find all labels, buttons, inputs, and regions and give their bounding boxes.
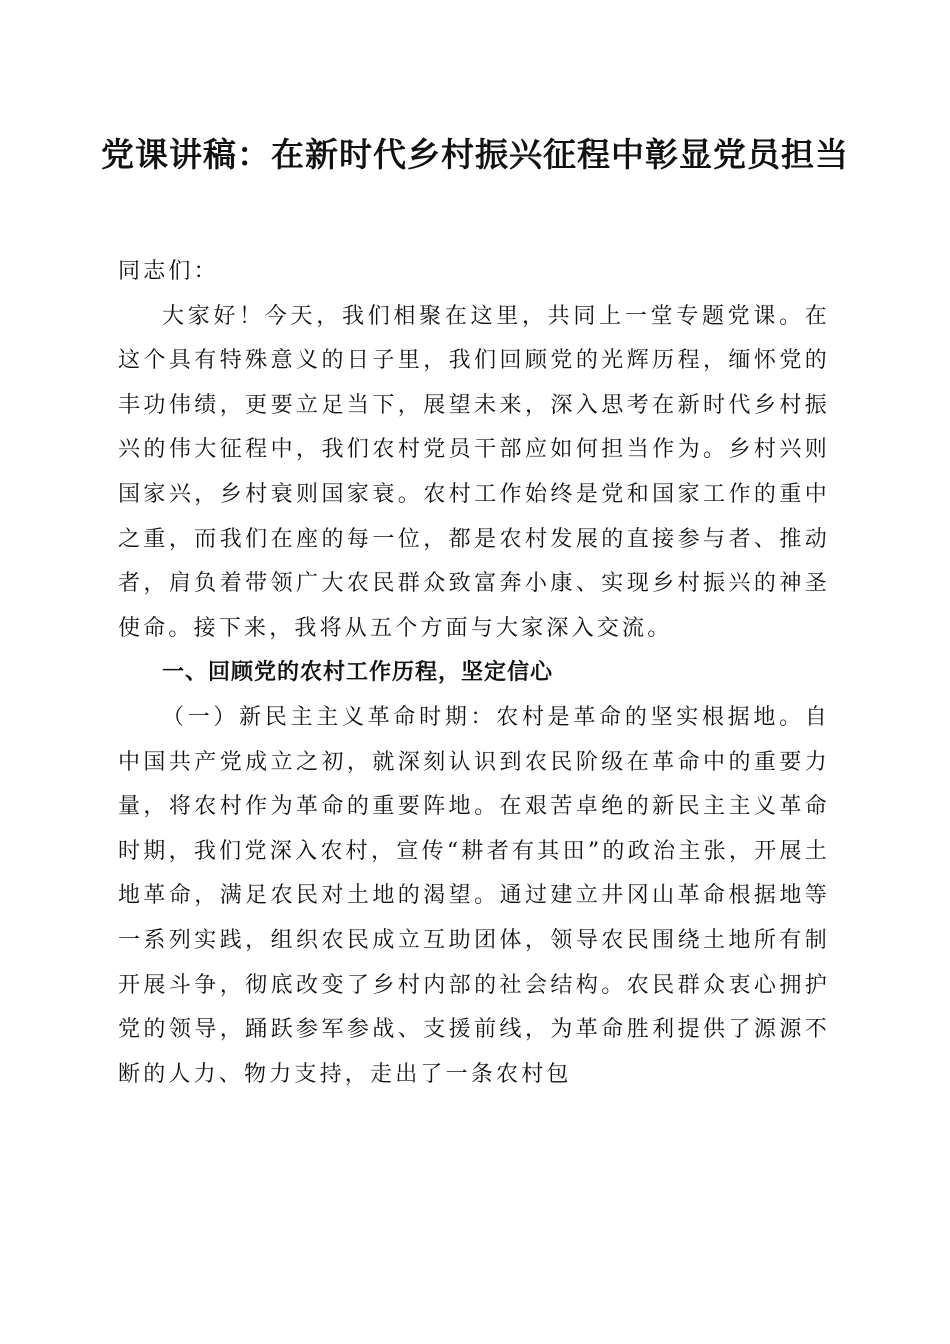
section-heading-1: 一、回顾党的农村工作历程，坚定信心 (162, 660, 554, 686)
salutation: 同志们： (118, 259, 219, 284)
document-title: 党课讲稿：在新时代乡村振兴征程中彰显党员担当 (101, 135, 849, 174)
document-body (118, 250, 830, 1097)
intro-paragraph: 大家好！今天，我们相聚在这里，共同上一堂专题党课。在这个具有特殊意义的日子里，我们回顾党的光辉历程，缅怀党的丰功伟绩，更要立足当下，展望未来，深入思考在新时代乡村振兴的伟大征程中，我们农村党员干部应如何担当作为。乡村兴则国家兴，乡村衰则国家衰。农村工作始终是党和国家工作的重中之重，而我们在座的每一位，都是农村发展的直接参与者、推动者，肩负着带领广大农民群众致富奔小康、实现乡村振兴的神圣使命。接下来，我将从五个方面与大家深入交流。 (118, 303, 830, 641)
section-1-paragraph-1: （一）新民主主义革命时期：农村是革命的坚实根据地。自中国共产党成立之初，就深刻认识到农民阶级在革命中的重要力量，将农村作为革命的重要阵地。在艰苦卓绝的新民主主义革命时期，我们党深入农村，宣传“耕者有其田”的政治主张，开展土地革命，满足农民对土地的渴望。通过建立井冈山革命根据地等一系列实践，组织农民成立互助团体，领导农民围绕土地所有制开展斗争，彻底改变了乡村内部的社会结构。农民群众衷心拥护党的领导，踊跃参军参战、支援前线，为革命胜利提供了源源不断的人力、物力支持，走出了一条农村包 (118, 704, 830, 1087)
